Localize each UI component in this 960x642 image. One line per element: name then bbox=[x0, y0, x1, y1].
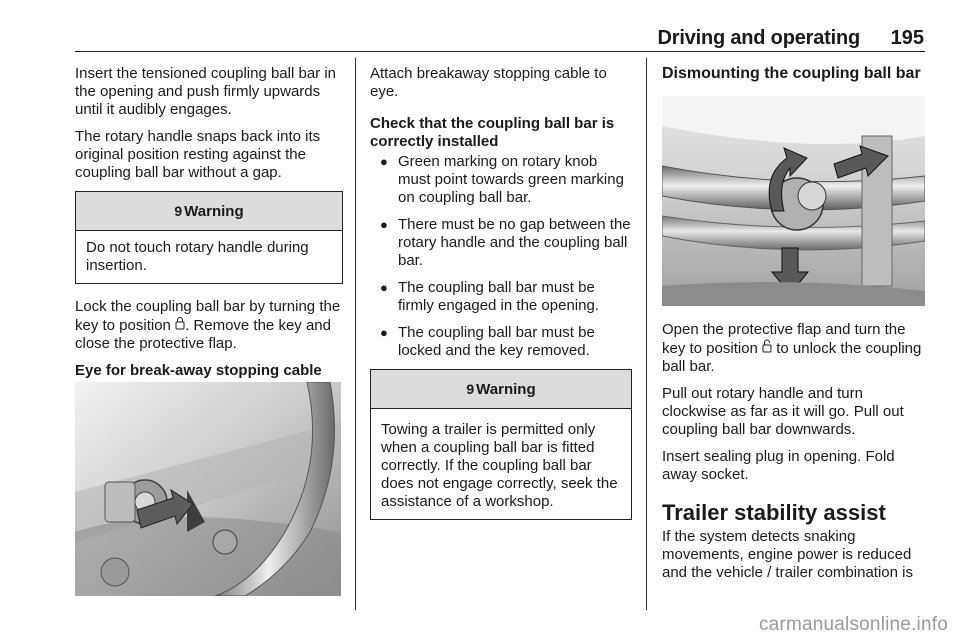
subheading: Eye for break-away stopping cable bbox=[75, 362, 322, 379]
watermark: carmanualsonline.info bbox=[758, 614, 948, 635]
column-divider bbox=[646, 58, 647, 610]
paragraph: Pull out rotary handle and turn clockwise as far as it will go. Pull out coupling ball bar downwards. bbox=[662, 385, 904, 438]
column-divider bbox=[355, 58, 356, 610]
lock-instruction-a: Lock the coupling ball bar by turning the key to position bbox=[75, 298, 341, 334]
right-column-lower bbox=[662, 321, 928, 591]
lock-icon bbox=[175, 316, 185, 335]
subheading: Dismounting the coupling ball bar bbox=[662, 65, 921, 82]
unlock-instruction-a: Open the protective flap and turn the key to position bbox=[662, 321, 906, 357]
left-column bbox=[75, 65, 343, 389]
warning-icon: 9 bbox=[466, 381, 475, 397]
checklist bbox=[370, 153, 632, 360]
paragraph bbox=[75, 298, 343, 353]
checklist-item: ● The coupling ball bar must be firmly engaged in the opening. bbox=[370, 279, 632, 315]
section-title: Trailer stability assist bbox=[662, 500, 886, 525]
paragraph: If the system detects snaking movements, engine power is reduced and the vehicle / trailer combination is bbox=[662, 528, 913, 581]
middle-column bbox=[370, 65, 632, 520]
paragraph: The rotary handle snaps back into its original position resting against the coupling ball bar without a gap. bbox=[75, 128, 321, 181]
break-away-eye-photo bbox=[75, 382, 341, 596]
unlock-instruction-b: to unlock the coupling ball bar. bbox=[662, 340, 922, 375]
paragraph: Insert sealing plug in opening. Fold away socket. bbox=[662, 448, 895, 483]
right-column bbox=[662, 65, 926, 92]
warning-header bbox=[76, 192, 342, 231]
page-number: 195 bbox=[890, 27, 924, 49]
warning-box bbox=[75, 191, 343, 284]
lock-instruction-b: . Remove the key and close the protective flap. bbox=[75, 317, 331, 352]
warning-title: Warning bbox=[476, 381, 536, 398]
header-rule bbox=[75, 51, 925, 52]
running-header-title: Driving and operating bbox=[657, 27, 860, 49]
paragraph bbox=[662, 321, 928, 376]
unlock-icon bbox=[762, 339, 772, 358]
dismounting-photo bbox=[662, 96, 925, 306]
warning-icon: 9 bbox=[174, 203, 183, 219]
warning-title: Warning bbox=[184, 203, 244, 220]
warning-text: Towing a trailer is permitted only when a coupling ball bar is fitted correctly. If the coupling ball bar does not engage correctly, seek the assistance of a workshop. bbox=[381, 421, 618, 510]
warning-box bbox=[370, 369, 632, 520]
checklist-heading: Check that the coupling ball bar is correctly installed bbox=[370, 115, 615, 150]
paragraph: Insert the tensioned coupling ball bar in the opening and push firmly upwards until it audibly engages. bbox=[75, 65, 337, 118]
warning-header bbox=[371, 370, 631, 409]
warning-text: Do not touch rotary handle during insertion. bbox=[86, 239, 309, 274]
checklist-item: ● The coupling ball bar must be locked and the key removed. bbox=[370, 324, 632, 360]
paragraph: Attach breakaway stopping cable to eye. bbox=[370, 65, 607, 100]
checklist-item: ● There must be no gap between the rotary handle and the coupling ball bar. bbox=[370, 216, 632, 270]
checklist-item: ● Green marking on rotary knob must point towards green marking on coupling ball bar. bbox=[370, 153, 632, 207]
